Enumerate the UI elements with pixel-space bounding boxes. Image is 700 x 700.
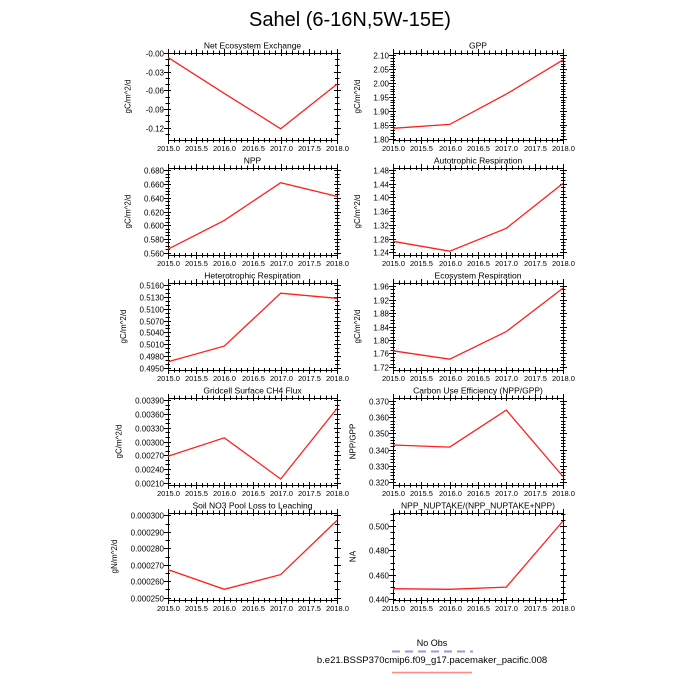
x-tick-label: 2016.0 [439, 374, 462, 383]
series-line-ecosystem-respiration [393, 288, 563, 359]
y-tick-label: 0.440 [368, 595, 389, 605]
series-line-soil-no3-pool-loss-to-leaching [168, 520, 337, 589]
series-line-heterotrophic-respiration [168, 293, 337, 362]
y-tick-label: 0.580 [143, 235, 164, 245]
y-tick-label: 1.40 [373, 193, 389, 203]
y-axis-label: NPP/GPP [348, 423, 358, 460]
y-axis-label: gN/m^2/d [110, 539, 119, 574]
y-tick-label: 0.000290 [130, 528, 164, 538]
x-tick-label: 2017.0 [495, 489, 518, 498]
x-tick-label: 2016.0 [213, 489, 236, 498]
x-tick-label: 2018.0 [326, 259, 349, 268]
x-tick-label: 2015.5 [410, 604, 433, 613]
y-tick-label: 0.000270 [130, 561, 164, 571]
y-tick-label: 0.500 [368, 522, 389, 532]
y-axis-label: gC/m^2/d [353, 79, 362, 114]
y-tick-label: 0.660 [143, 180, 164, 190]
y-tick-label: 1.92 [373, 296, 389, 306]
x-tick-label: 2018.0 [552, 144, 575, 153]
x-tick-label: 2017.0 [270, 604, 293, 613]
series-line-npp-nuptake-fraction [393, 521, 563, 589]
y-tick-label: 0.00390 [135, 396, 164, 406]
y-axis-label: NA [348, 550, 358, 563]
chart-gridcell-surface-ch4-flux [115, 386, 349, 499]
x-tick-label: 2017.5 [524, 489, 547, 498]
x-tick-label: 2017.5 [524, 259, 547, 268]
x-tick-label: 2016.0 [439, 144, 462, 153]
chart-net-ecosystem-exchange [124, 41, 349, 154]
y-tick-label: 0.350 [368, 429, 389, 439]
series-line-gpp [393, 60, 563, 128]
y-axis-label: gC/m^2/d [119, 309, 128, 344]
y-tick-label: 0.620 [143, 208, 164, 218]
y-tick-label: 0.5130 [139, 293, 164, 303]
x-tick-label: 2016.5 [467, 144, 490, 153]
x-tick-label: 2018.0 [552, 489, 575, 498]
y-tick-label: 1.84 [373, 323, 389, 333]
x-tick-label: 2015.5 [410, 144, 433, 153]
x-tick-label: 2015.0 [157, 604, 180, 613]
x-tick-label: 2017.5 [524, 144, 547, 153]
x-tick-label: 2017.0 [495, 604, 518, 613]
chart-autotrophic-respiration [353, 156, 575, 269]
x-tick-label: 2016.5 [467, 604, 490, 613]
y-tick-label: 0.000280 [130, 544, 164, 554]
y-tick-label: 0.5070 [139, 317, 164, 327]
y-tick-label: 0.330 [368, 462, 389, 472]
x-tick-label: 2017.0 [270, 374, 293, 383]
chart-title: NPP_NUPTAKE/(NPP_NUPTAKE+NPP) [401, 500, 555, 511]
x-tick-label: 2016.5 [242, 259, 265, 268]
y-axis-label: gC/m^2/d [353, 309, 362, 344]
y-tick-label: 2.05 [373, 65, 389, 75]
y-tick-label: 1.76 [373, 349, 389, 359]
y-tick-label: 0.000250 [130, 594, 164, 604]
chart-ecosystem-respiration [353, 271, 575, 384]
y-tick-label: -0.09 [145, 105, 164, 115]
x-tick-label: 2018.0 [552, 374, 575, 383]
y-tick-label: 0.340 [368, 446, 389, 456]
y-tick-label: 0.5040 [139, 328, 164, 338]
x-tick-label: 2015.5 [410, 489, 433, 498]
x-tick-label: 2018.0 [326, 374, 349, 383]
chart-npp [124, 156, 349, 269]
y-tick-label: 0.680 [143, 166, 164, 176]
y-tick-label: 1.88 [373, 309, 389, 319]
x-tick-label: 2017.5 [524, 604, 547, 613]
y-tick-label: 0.4980 [139, 352, 164, 362]
chart-carbon-use-efficiency [349, 386, 575, 499]
y-tick-label: 0.370 [368, 397, 389, 407]
series-line-autotrophic-respiration [393, 183, 563, 251]
chart-title: Net Ecosystem Exchange [203, 40, 302, 51]
x-tick-label: 2015.5 [185, 259, 208, 268]
x-tick-label: 2016.5 [467, 489, 490, 498]
x-tick-label: 2017.5 [298, 489, 321, 498]
y-tick-label: 0.640 [143, 194, 164, 204]
x-tick-label: 2015.0 [157, 489, 180, 498]
x-tick-label: 2016.0 [439, 489, 462, 498]
y-tick-label: -0.00 [145, 49, 164, 59]
series-line-net-ecosystem-exchange [168, 57, 337, 128]
y-tick-label: 0.600 [143, 221, 164, 231]
y-axis-label: gC/m^2/d [123, 79, 133, 114]
x-tick-label: 2018.0 [326, 604, 349, 613]
y-tick-label: 0.460 [368, 571, 389, 581]
x-tick-label: 2016.5 [467, 374, 490, 383]
y-tick-label: 0.5100 [139, 305, 164, 315]
x-tick-label: 2016.0 [213, 374, 236, 383]
y-tick-label: 1.32 [373, 221, 389, 231]
y-axis-label: gC/m^2/d [353, 194, 362, 229]
y-tick-label: 0.480 [368, 546, 389, 556]
x-tick-label: 2016.5 [242, 604, 265, 613]
x-tick-label: 2017.5 [298, 374, 321, 383]
y-tick-label: -0.12 [145, 124, 164, 134]
y-tick-label: 1.36 [373, 207, 389, 217]
x-tick-label: 2017.0 [495, 144, 518, 153]
x-tick-label: 2015.0 [382, 144, 405, 153]
y-tick-label: 1.90 [373, 107, 389, 117]
chart-title: GPP [469, 40, 487, 51]
chart-title: Soil NO3 Pool Loss to Leaching [192, 500, 313, 511]
x-tick-label: 2017.5 [298, 604, 321, 613]
y-tick-label: 1.80 [373, 336, 389, 346]
x-tick-label: 2016.0 [213, 259, 236, 268]
legend-run-label: b.e21.BSSP370cmip6.f09_g17.pacemaker_pacific.008 [316, 655, 548, 666]
x-tick-label: 2018.0 [326, 144, 349, 153]
page-title: Sahel (6-16N,5W-15E) [249, 9, 451, 31]
x-tick-label: 2015.5 [185, 489, 208, 498]
x-tick-label: 2015.5 [185, 374, 208, 383]
x-tick-label: 2015.0 [157, 374, 180, 383]
x-tick-label: 2015.5 [410, 374, 433, 383]
x-tick-label: 2016.0 [439, 259, 462, 268]
y-tick-label: 0.360 [368, 413, 389, 423]
y-tick-label: 0.000260 [130, 577, 164, 587]
y-tick-label: 0.5160 [139, 281, 164, 291]
chart-title: Gridcell Surface CH4 Flux [203, 385, 302, 396]
y-tick-label: 1.80 [373, 135, 389, 145]
x-tick-label: 2015.5 [410, 259, 433, 268]
y-axis-label: gC/m^2/d [114, 424, 124, 459]
x-tick-label: 2015.0 [157, 144, 180, 153]
x-tick-label: 2017.0 [270, 144, 293, 153]
x-tick-label: 2015.5 [185, 604, 208, 613]
x-tick-label: 2017.0 [270, 489, 293, 498]
y-tick-label: 0.00210 [135, 479, 164, 489]
x-tick-label: 2016.0 [213, 604, 236, 613]
chart-gpp [353, 41, 575, 154]
y-tick-label: 2.00 [373, 79, 389, 89]
x-tick-label: 2017.5 [298, 144, 321, 153]
x-tick-label: 2018.0 [552, 259, 575, 268]
x-tick-label: 2017.5 [524, 374, 547, 383]
y-axis-label: gC/m^2/d [123, 194, 133, 229]
y-tick-label: 2.10 [373, 51, 389, 61]
y-tick-label: 0.00360 [135, 410, 164, 420]
x-tick-label: 2016.5 [467, 259, 490, 268]
y-tick-label: -0.06 [145, 86, 164, 96]
y-tick-label: 0.00330 [135, 424, 164, 434]
y-tick-label: 1.24 [373, 248, 389, 258]
x-tick-label: 2015.5 [185, 144, 208, 153]
chart-title: Ecosystem Respiration [434, 270, 522, 281]
x-tick-label: 2017.0 [270, 259, 293, 268]
x-tick-label: 2016.5 [242, 144, 265, 153]
chart-title: Autotrophic Respiration [433, 155, 523, 166]
series-line-carbon-use-efficiency [393, 410, 563, 476]
chart-title: NPP [243, 155, 262, 166]
x-tick-label: 2015.0 [382, 489, 405, 498]
y-tick-label: 0.00240 [135, 465, 164, 475]
x-tick-label: 2018.0 [552, 604, 575, 613]
x-tick-label: 2015.0 [382, 604, 405, 613]
chart-title: Heterotrophic Respiration [204, 270, 301, 281]
x-tick-label: 2017.0 [495, 259, 518, 268]
y-tick-label: 0.000300 [130, 511, 164, 521]
chart-title: Carbon Use Efficiency (NPP/GPP) [413, 385, 543, 396]
y-tick-label: -0.03 [145, 68, 164, 78]
series-line-npp [168, 183, 337, 250]
chart-npp-nuptake-fraction [349, 501, 575, 614]
y-tick-label: 1.95 [373, 93, 389, 103]
x-tick-label: 2016.5 [242, 374, 265, 383]
y-tick-label: 0.00300 [135, 438, 164, 448]
x-tick-label: 2016.5 [242, 489, 265, 498]
x-tick-label: 2017.5 [298, 259, 321, 268]
x-tick-label: 2018.0 [326, 489, 349, 498]
y-tick-label: 0.320 [368, 478, 389, 488]
y-tick-label: 1.28 [373, 235, 389, 245]
y-tick-label: 0.5010 [139, 340, 164, 350]
x-tick-label: 2015.0 [382, 259, 405, 268]
y-tick-label: 1.44 [373, 180, 389, 190]
y-tick-label: 0.00270 [135, 451, 164, 461]
y-tick-label: 0.560 [143, 249, 164, 259]
y-tick-label: 1.48 [373, 166, 389, 176]
chart-soil-no3-pool-loss-to-leaching [110, 501, 349, 614]
x-tick-label: 2017.0 [495, 374, 518, 383]
y-tick-label: 0.4950 [139, 364, 164, 374]
x-tick-label: 2015.0 [157, 259, 180, 268]
series-line-gridcell-surface-ch4-flux [168, 409, 337, 480]
x-tick-label: 2016.0 [439, 604, 462, 613]
legend-no-obs-label: No Obs [416, 638, 448, 648]
y-tick-label: 1.96 [373, 282, 389, 292]
x-tick-label: 2015.0 [382, 374, 405, 383]
chart-heterotrophic-respiration [119, 271, 349, 384]
y-tick-label: 1.72 [373, 363, 389, 373]
x-tick-label: 2016.0 [213, 144, 236, 153]
y-tick-label: 1.85 [373, 121, 389, 131]
